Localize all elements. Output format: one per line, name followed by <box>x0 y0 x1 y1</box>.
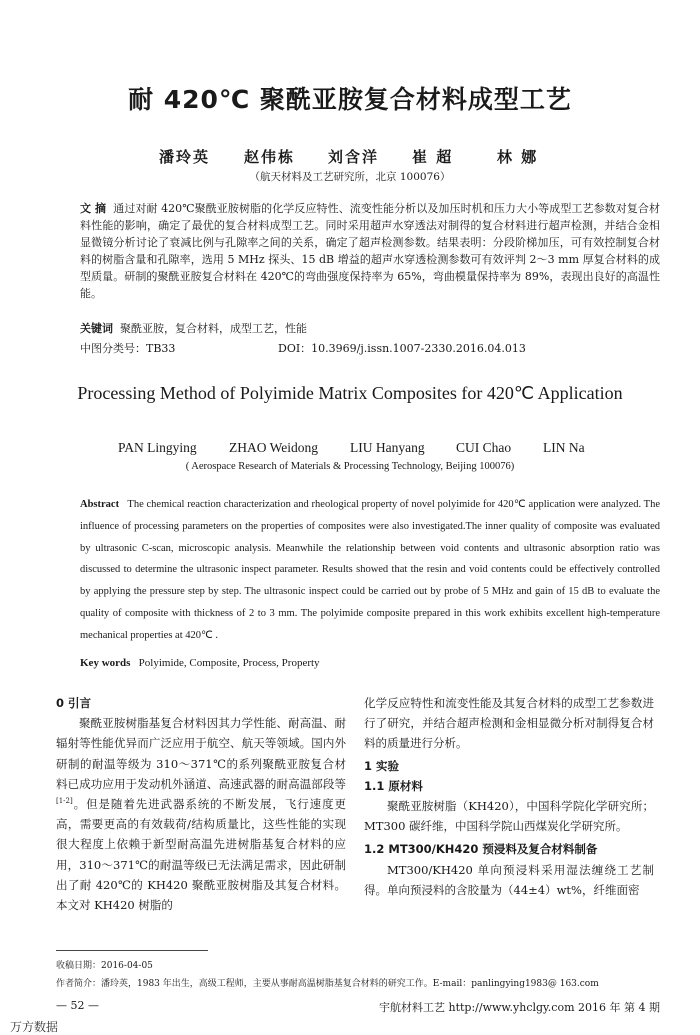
author-list-cn <box>0 146 700 166</box>
abstract-text-en: The chemical reaction characterization and rheological property of novel polyimide for 420℃ application were analyzed. The influence of processing parameters on the properties of composites were also investigated.The inner quality of composite was evaluated by ultrasonic C-scan, microscopic analysis. Meanwhile the relationship between void contents and ultrasonic absorption ratio was discussed to determine the ultrasonic inspect parameter. Results showed that the resin and void contents could be effectively controlled by applying the pressure step by step. The ultrasonic inspect could be carried out by probe of 5 MHz and gain of 15 dB to evaluate the quality of composite with thickness of 2 to 3 mm. The polyimide composite prepared in this work exhibits excellent high-temperature mechanical properties at 420℃ . <box>80 499 660 641</box>
keywords-label-en: Key words <box>80 657 131 669</box>
paper-title-en: Processing Method of Polyimide Matrix Composites for 420℃ Application <box>77 383 623 403</box>
abstract-cn <box>80 200 660 302</box>
keywords-text-en: Polyimide, Composite, Process, Property <box>138 657 320 669</box>
body-paragraph <box>56 713 346 915</box>
body-column-right <box>364 693 654 900</box>
author-cn: 崔 超 <box>412 148 454 166</box>
author-cn: 赵伟栋 <box>244 148 296 166</box>
author-en: ZHAO Weidong <box>229 440 319 455</box>
author-cn: 林 娜 <box>497 148 539 166</box>
keywords-en <box>80 657 660 669</box>
page-number: — 52 — <box>56 999 99 1012</box>
footnote-received: 收稿日期：2016-04-05 <box>56 961 153 971</box>
citation: [1-2] <box>56 797 73 806</box>
keywords-cn <box>80 320 660 336</box>
subsection-heading: 1.1 原材料 <box>364 778 423 793</box>
abstract-label-en: Abstract <box>80 499 120 510</box>
section-heading: 1 实验 <box>364 758 400 773</box>
clc-number: 中图分类号：TB33 <box>80 342 176 355</box>
author-en: CUI Chao <box>456 440 512 455</box>
subsection-heading: 1.2 MT300/KH420 预浸料及复合材料制备 <box>364 842 598 857</box>
paper-title-cn: 耐 420℃ 聚酰亚胺复合材料成型工艺 <box>128 85 572 114</box>
body-paragraph: 聚酰亚胺树脂（KH420），中国科学院化学研究所；MT300 碳纤维，中国科学院山西煤炭化学研究所。 <box>364 799 654 834</box>
author-cn: 刘含洋 <box>328 148 380 166</box>
page-footer <box>56 999 660 1015</box>
body-text: 聚酰亚胺树脂基复合材料因其力学性能、耐高温、耐辐射等性能优异而广泛应用于航空、航天等领域。国内外研制的耐温等级为 310～371℃的系列聚酰亚胺复合材料已成功应用于发动机外涵道、高速武器的耐高温部段等 <box>56 716 346 791</box>
section-heading: 0 引言 <box>56 696 92 710</box>
affiliation-cn: （航天材料及工艺研究所，北京 100076） <box>249 171 451 183</box>
journal-info: 宇航材料工艺 http://www.yhclgy.com 2016 年 第 4 期 <box>379 1001 660 1014</box>
body-paragraph: 化学反应特性和流变性能及其复合材料的成型工艺参数进行了研究，并结合超声检测和金相显微分析对制得复合材料的质量进行分析。 <box>364 696 654 751</box>
abstract-label-cn: 文 摘 <box>80 202 107 215</box>
author-en: PAN Lingying <box>118 440 197 455</box>
author-cn: 潘玲英 <box>159 148 211 166</box>
footnote-author: 作者简介：潘玲英，1983 年出生，高级工程师，主要从事耐高温树脂基复合材料的研究工作。E-mail：panlingying1983@ 163.com <box>56 979 599 989</box>
keywords-text-cn: 聚酰亚胺，复合材料，成型工艺，性能 <box>120 322 307 335</box>
abstract-text-cn: 通过对耐 420℃聚酰亚胺树脂的化学反应特性、流变性能分析以及加压时机和压力大小等成型工艺参数对复合材料性能的影响，确定了最优的复合材料成型工艺。同时采用超声水穿透法对制得的复合材料进行超声检测，并结合金相显微镜分析讨论了衰减比例与孔隙率之间的关系，确定了超声检测参数。结果表明：分段阶梯加压，可有效控制复合材料的树脂含量和孔隙率，选用 5 MHz 探头、15 dB 增益的超声水穿透检测参数可有效评判 2～3 mm 厚复合材料的成型质量。研制的聚酰亚胺复合材料在 420℃的弯曲强度保持率为 65%，弯曲模量保持率为 89%，表现出良好的高温性能。 <box>80 202 660 300</box>
author-en: LIN Na <box>543 440 585 455</box>
doi: DOI：10.3969/j.issn.1007-2330.2016.04.013 <box>278 342 526 355</box>
watermark: 万方数据 <box>10 1020 59 1034</box>
body-text: 。但是随着先进武器系统的不断发展，飞行速度更高，需要更高的有效载荷/结构质量比，这些性能的实现很大程度上依赖于新型耐高温先进树脂基复合材料的应用，310～371℃的耐温等级已无法满足需求，因此研制出了耐 420℃的 KH420 聚酰亚胺树脂及其复合材料。本文对 KH420 树脂的 <box>56 797 346 913</box>
body-paragraph: MT300/KH420 单向预浸料采用湿法缠绕工艺制得。单向预浸料的含胶量为（44±4）wt%，纤维面密 <box>364 862 654 897</box>
author-list-en <box>0 440 700 458</box>
keywords-label-cn: 关键词 <box>80 322 113 335</box>
affiliation-en: ( Aerospace Research of Materials & Processing Technology, Beijing 100076) <box>185 461 515 472</box>
footnote-divider <box>56 950 208 951</box>
abstract-en <box>80 494 660 647</box>
author-en: LIU Hanyang <box>350 440 425 455</box>
body-column-left <box>56 693 346 915</box>
classification-row <box>80 340 660 356</box>
